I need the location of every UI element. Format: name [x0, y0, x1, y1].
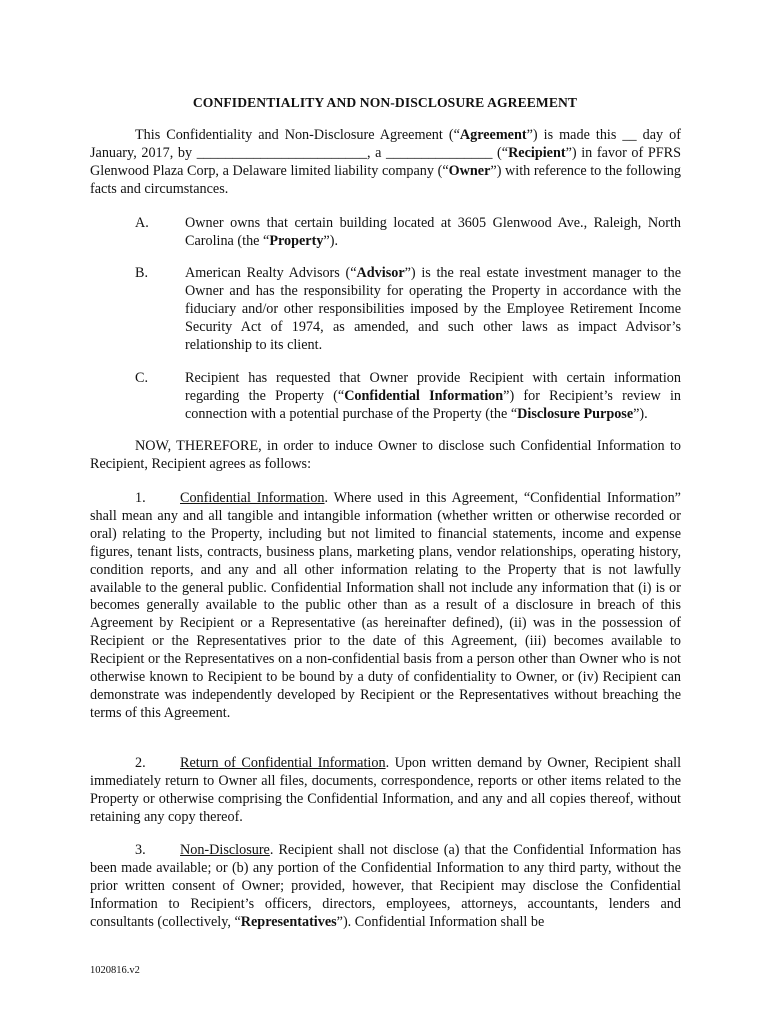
section-text: . Recipient shall not disclose (a) that the Confidential Information has been made available; or (b) any portion of the Confidential Information to any third party, without the prior written consent of Owner; provided, however, that Recipient may disclose the Confidential Information to Recipient’s officers, directors, employees, attorneys, accountants, lenders and consultants (collectively, “: [90, 842, 681, 930]
defined-term-recipient: Recipient: [508, 144, 566, 161]
section-2: [90, 755, 681, 827]
defined-term-representatives: Representatives: [240, 913, 337, 930]
intro-text: This Confidentiality and Non-Disclosure Agreement (“: [135, 127, 460, 143]
section-text: . Where used in this Agreement, “Confidential Information” shall mean any and all tangible and intangible information (whether written or otherwise recorded or oral) relating to the Property, including but not limited to financial statements, income and expense figures, tenant lists, contracts, business plans, marketing plans, vendor relationships, operating history, condition reports, and any and all other information relating to the Property that is not lawfully available to the general public. Confidential Information shall not include any information that (i) is or becomes generally available to the public other than as a result of a disclosure in breach of this Agreement by Recipient or a Representative (as hereinafter defined), (ii) was in the possession of Recipient or the Representatives prior to the date of this Agreement, (iii) becomes available to Recipient or the Representatives on a non-confidential basis from a person other than Owner who is not otherwise known to Recipient to be bound by a duty of confidentiality to Owner, or (iv) Recipient can demonstrate was independently developed by Recipient or the Representatives without breaching the terms of this Agreement.: [90, 490, 681, 721]
section-text: ”). Confidential Information shall be: [336, 913, 545, 930]
recital-text: American Realty Advisors (“Advisor”) is the real estate investment manager to the Owner and has the responsibility for operating the Property in accordance with the fiduciary and/or other responsibilities imposed by the Employee Retirement Income Security Act of 1974, as amended, and such other laws as impact Advisor’s relationship to its client.: [185, 265, 681, 353]
now-therefore-paragraph: NOW, THEREFORE, in order to induce Owner to disclose such Confidential Information to Recipient, Recipient agrees as follows:: [90, 438, 681, 472]
recital-a: [135, 215, 681, 251]
recital-text: Owner owns that certain building located at 3605 Glenwood Ave., Raleigh, North Carolina (the “Property”).: [185, 215, 681, 249]
section-heading: Return of Confidential Information: [180, 755, 386, 771]
defined-term-owner: Owner: [448, 162, 491, 179]
section-number: 1.: [135, 490, 146, 506]
document-title: CONFIDENTIALITY AND NON-DISCLOSURE AGREEMENT: [192, 95, 578, 110]
defined-term-disclosure-purpose: Disclosure Purpose: [517, 405, 634, 422]
recital-text: Recipient has requested that Owner provide Recipient with certain information regarding the Property (“Confidential Information”) for Recipient’s review in connection with a potential purchase of the Property (the “Disclosure Purpose”).: [185, 370, 681, 422]
section-heading: Non-Disclosure: [180, 842, 270, 858]
recital-c: [135, 370, 681, 424]
intro-text: ”) is made this __ day of January, 2017, by ________________________, a _______________ (“: [90, 127, 681, 161]
section-text: . Upon written demand by Owner, Recipient shall immediately return to Owner all files, documents, correspondence, reports or other items related to the Property or otherwise comprising the Confidential Information, and any and all copies thereof, without retaining any copy thereof.: [90, 755, 682, 825]
intro-paragraph: [90, 127, 681, 199]
defined-term-advisor: Advisor: [356, 265, 405, 281]
recital-b: [135, 265, 681, 355]
defined-term-property: Property: [269, 232, 324, 249]
recital-letter: C.: [135, 370, 149, 386]
section-1: [90, 490, 681, 723]
intro-text: ”) with reference to the following facts and circumstances.: [90, 162, 681, 197]
section-number: 2.: [135, 755, 146, 771]
recital-letter: A.: [135, 215, 149, 231]
section-3: [90, 842, 681, 932]
defined-term-confidential-information: Confidential Information: [344, 387, 504, 404]
intro-text: ”) in favor of PFRS Glenwood Plaza Corp, a Delaware limited liability company (“: [90, 144, 681, 179]
document-footer-id: 1020816.v2: [90, 965, 140, 976]
recital-letter: B.: [135, 265, 149, 281]
section-heading: Confidential Information: [180, 490, 325, 506]
defined-term-agreement: Agreement: [459, 127, 527, 143]
section-number: 3.: [135, 842, 146, 858]
